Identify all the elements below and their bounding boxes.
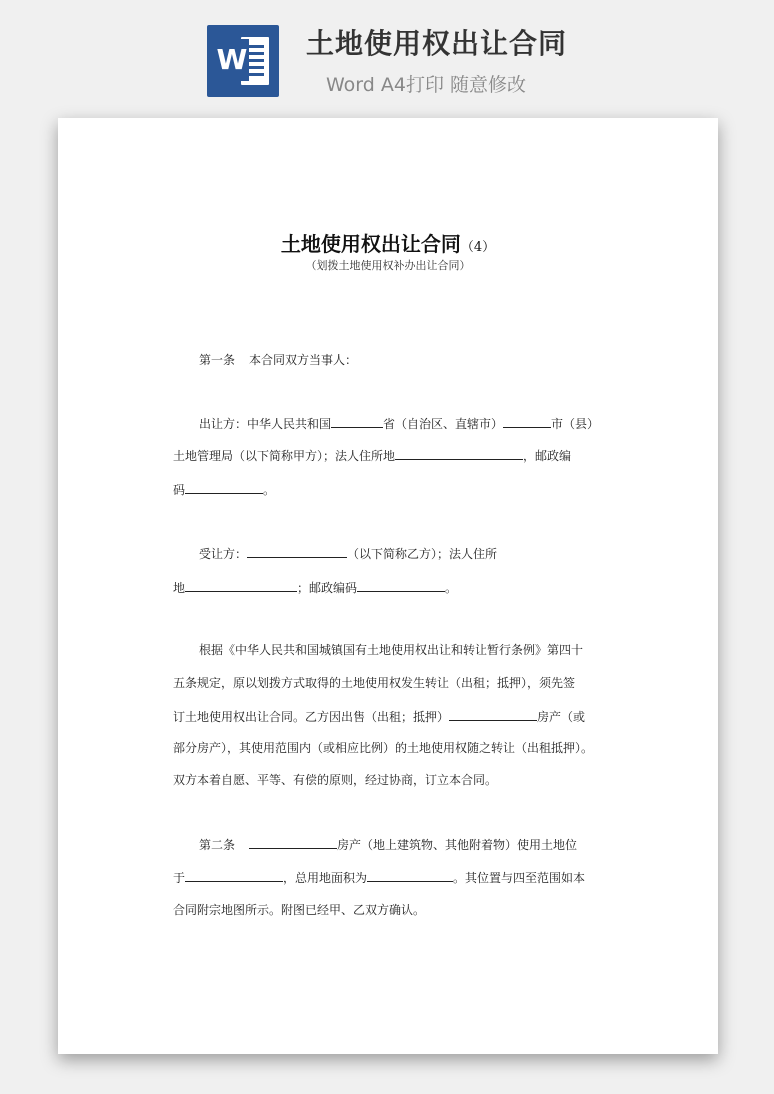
- article2-text-4: 。其位置与四至范围如本: [453, 871, 586, 885]
- grantee-label: 受让方：: [199, 547, 248, 561]
- grantor-text-5: ，邮政编: [523, 449, 572, 463]
- grantee-postcode-blank[interactable]: [357, 579, 445, 592]
- area-blank[interactable]: [367, 869, 453, 882]
- basis-line-5: 双方本着自愿、平等、有偿的原则，经过协商，订立本合同。: [173, 773, 498, 787]
- document-page: [58, 118, 718, 1054]
- grantor-text-3: 市（县）: [551, 417, 600, 431]
- document-title: [58, 228, 718, 257]
- article2-line-2: [173, 869, 585, 886]
- watermark: [88, 482, 107, 505]
- grantee-line-1: [199, 545, 497, 562]
- article1-text: 本合同双方当事人：: [249, 353, 358, 367]
- basis-line-2: 五条规定，原以划拨方式取得的土地使用权发生转让（出租；抵押），须先签: [173, 676, 576, 690]
- property-blank[interactable]: [449, 708, 537, 721]
- grantee-text-4: ；邮政编码: [297, 581, 358, 595]
- grantee-address-blank[interactable]: [185, 579, 297, 592]
- article2-line-3: 合同附宗地图所示。附图已经甲、乙双方确认。: [173, 903, 426, 917]
- basis-text-3a: 订土地使用权出让合同。乙方因出售（出租；抵押）: [173, 710, 450, 724]
- article2-text-3: ，总用地面积为: [283, 871, 368, 885]
- document-title-text: 土地使用权出让合同: [280, 232, 461, 256]
- province-blank[interactable]: [331, 415, 383, 428]
- grantee-text-5: 。: [445, 581, 458, 595]
- basis-line-4: 部分房产），其使用范围内（或相应比例）的土地使用权随之转让（出租抵押）。: [173, 741, 594, 755]
- grantor-postcode-blank[interactable]: [185, 481, 263, 494]
- article1-heading: 第一条: [199, 353, 236, 367]
- article1: [199, 352, 357, 368]
- basis-text-3b: 房产（或: [537, 710, 586, 724]
- banner-title: 土地使用权出让合同: [306, 27, 568, 60]
- header-banner: [0, 0, 774, 118]
- grantor-text-2: 省（自治区、直辖市）: [383, 417, 504, 431]
- word-letter: W: [215, 39, 249, 81]
- article2-heading: 第二条: [199, 838, 236, 852]
- grantor-address-blank[interactable]: [395, 447, 523, 460]
- grantee-line-2: [173, 579, 457, 596]
- location-blank[interactable]: [185, 869, 283, 882]
- basis-line-1: 根据《中华人民共和国城镇国有土地使用权出让和转让暂行条例》第四十: [199, 643, 584, 657]
- grantee-name-blank[interactable]: [247, 545, 347, 558]
- grantee-text-3: 地: [173, 581, 186, 595]
- word-icon: [207, 25, 279, 97]
- grantor-line-3: [173, 481, 275, 498]
- article2-text-2: 于: [173, 871, 186, 885]
- article2-property-blank[interactable]: [249, 836, 337, 849]
- document-title-number: （4）: [460, 240, 496, 255]
- grantor-label: 出让方：中华人民共和国: [199, 417, 332, 431]
- article2-line-1: [199, 836, 577, 853]
- grantee-text-2: （以下简称乙方）；法人住所: [347, 547, 498, 561]
- document-subtitle: （划拨土地使用权补办出让合同）: [305, 259, 471, 272]
- city-blank[interactable]: [503, 415, 551, 428]
- article2-text-1: 房产（地上建筑物、其他附着物）使用土地位: [337, 838, 578, 852]
- grantor-text-6: 码: [173, 483, 186, 497]
- banner-subtitle: Word A4打印 随意修改: [326, 74, 527, 96]
- grantor-text-7: 。: [263, 483, 276, 497]
- grantor-line-2: [173, 447, 571, 464]
- grantor-line-1: [199, 415, 599, 432]
- basis-line-3: [173, 708, 585, 725]
- grantor-text-4: 土地管理局（以下简称甲方）；法人住所地: [173, 449, 396, 463]
